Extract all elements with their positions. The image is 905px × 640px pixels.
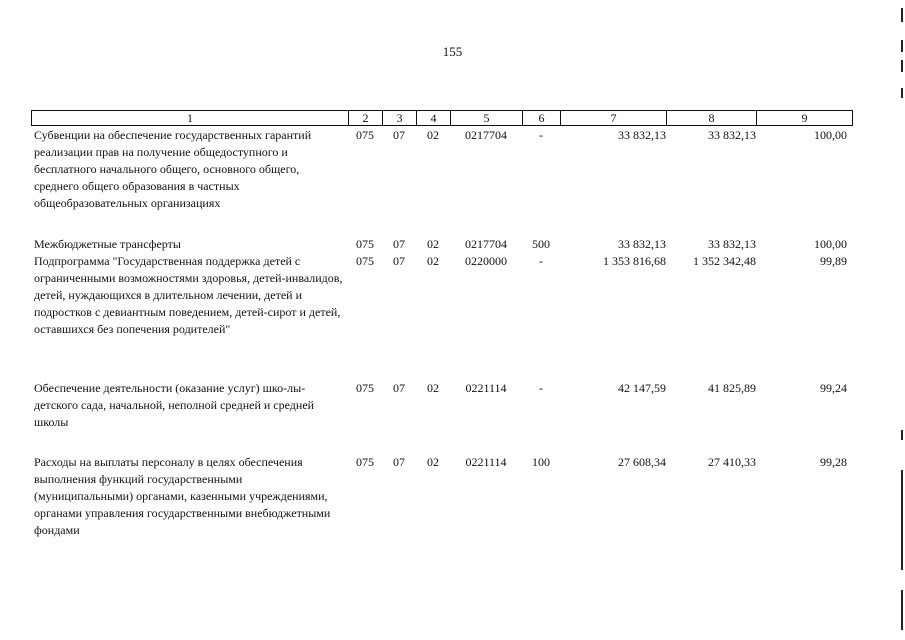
cell-planned-amount: 33 832,13	[618, 128, 666, 142]
column-header-6: 6	[523, 111, 561, 126]
cell-ministry-code: 075	[356, 455, 374, 469]
column-header-7: 7	[561, 111, 667, 126]
cell-planned-amount: 33 832,13	[618, 237, 666, 251]
cell-section: 07	[393, 128, 405, 142]
cell-target-article: 0220000	[465, 254, 507, 268]
cell-percent: 99,28	[820, 455, 847, 469]
cell-planned-amount: 42 147,59	[618, 381, 666, 395]
cell-target-article: 0221114	[465, 455, 507, 469]
cell-ministry-code: 075	[356, 381, 374, 395]
scan-margin-mark	[901, 60, 903, 72]
cell-subsection: 02	[427, 237, 439, 251]
column-header-9: 9	[757, 111, 853, 126]
cell-expense-type: 500	[532, 237, 550, 251]
row-description: Расходы на выплаты персоналу в целях обеспечения выполнения функций государственными (муниципальными) органами, казенными учреждениями, органами управления государственными внебюджетными фондами	[34, 455, 331, 537]
cell-actual-amount: 1 352 342,48	[693, 254, 756, 268]
cell-planned-amount: 1 353 816,68	[603, 254, 666, 268]
cell-actual-amount: 33 832,13	[708, 128, 756, 142]
cell-percent: 99,24	[820, 381, 847, 395]
column-header-3: 3	[383, 111, 417, 126]
scan-margin-mark	[901, 88, 903, 98]
cell-actual-amount: 41 825,89	[708, 381, 756, 395]
cell-expense-type: -	[539, 381, 543, 395]
cell-ministry-code: 075	[356, 128, 374, 142]
cell-expense-type: -	[539, 254, 543, 268]
scan-margin-mark	[901, 8, 903, 22]
cell-percent: 99,89	[820, 254, 847, 268]
scan-margin-mark	[901, 470, 903, 570]
column-header-2: 2	[349, 111, 383, 126]
cell-section: 07	[393, 254, 405, 268]
column-header-row	[32, 111, 853, 126]
cell-ministry-code: 075	[356, 237, 374, 251]
scan-margin-mark	[901, 430, 903, 440]
cell-actual-amount: 33 832,13	[708, 237, 756, 251]
row-description: Межбюджетные трансферты	[34, 237, 181, 251]
row-description: Субвенции на обеспечение государственных гарантий реализации прав на получение общедоступного и бесплатного начального общего, основного общего, среднего общего образования в частных общеобразовательных организациях	[34, 128, 312, 210]
cell-target-article: 0221114	[465, 381, 507, 395]
scan-margin-mark	[901, 40, 903, 52]
cell-section: 07	[393, 381, 405, 395]
cell-ministry-code: 075	[356, 254, 374, 268]
column-header-8: 8	[667, 111, 757, 126]
cell-expense-type: -	[539, 128, 543, 142]
cell-subsection: 02	[427, 128, 439, 142]
row-description: Подпрограмма "Государственная поддержка детей с ограниченными возможностями здоровья, детей-инвалидов, детей, нуждающихся в длительном лечении, детей и подростков с девиантным поведением, детей-сирот и детей, оставшихся без попечения родителей"	[34, 254, 343, 336]
cell-subsection: 02	[427, 254, 439, 268]
cell-target-article: 0217704	[465, 128, 507, 142]
column-header-4: 4	[417, 111, 451, 126]
page-number: 155	[442, 44, 463, 59]
cell-percent: 100,00	[814, 237, 847, 251]
row-description: Обеспечение деятельности (оказание услуг) шко-лы-детского сада, начальной, неполной средней и средней школы	[34, 381, 315, 429]
cell-subsection: 02	[427, 381, 439, 395]
cell-expense-type: 100	[532, 455, 550, 469]
column-header-1: 1	[32, 111, 349, 126]
column-header-table	[31, 110, 853, 126]
cell-section: 07	[393, 455, 405, 469]
cell-percent: 100,00	[814, 128, 847, 142]
scan-margin-mark	[901, 590, 903, 630]
cell-actual-amount: 27 410,33	[708, 455, 756, 469]
cell-planned-amount: 27 608,34	[618, 455, 666, 469]
cell-target-article: 0217704	[465, 237, 507, 251]
cell-subsection: 02	[427, 455, 439, 469]
column-header-5: 5	[451, 111, 523, 126]
cell-section: 07	[393, 237, 405, 251]
